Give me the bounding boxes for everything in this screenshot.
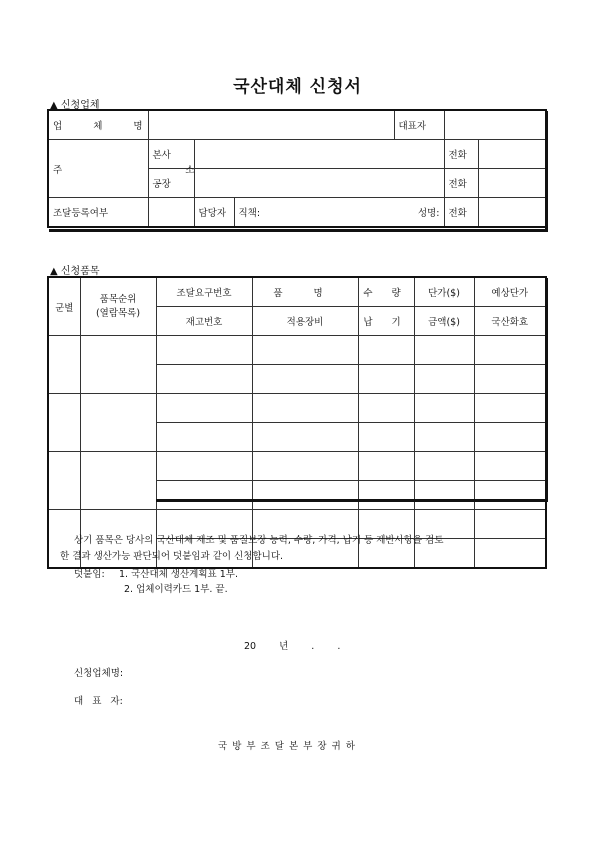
table-row	[48, 452, 546, 481]
hq-label: 본사	[148, 140, 194, 169]
cell-localization[interactable]	[474, 365, 546, 394]
attachment-label: 덧붙임:	[74, 569, 105, 580]
cell-applied-equipment[interactable]	[252, 481, 358, 510]
cell-quantity[interactable]	[358, 394, 414, 423]
cell-stock-no[interactable]	[156, 481, 252, 510]
cell-request-no[interactable]	[156, 394, 252, 423]
table-shadow	[49, 229, 548, 232]
priority-text: 품목순위	[99, 293, 137, 305]
attachment-item-2: 2. 업체이력카드 1부. 끝.	[124, 584, 228, 595]
cell-est-price[interactable]	[474, 336, 546, 365]
hq-phone-field[interactable]	[478, 140, 546, 169]
date-line: 20 년 . .	[244, 641, 341, 652]
cell-amount[interactable]	[414, 481, 474, 510]
paragraph-line-2: 한 결과 생산가능 판단되어 덧붙임과 같이 신청합니다.	[60, 551, 284, 562]
col-stock-no-header: 재고번호	[156, 307, 252, 336]
cell-delivery[interactable]	[358, 423, 414, 452]
priority-sub-text: (열람목록)	[95, 307, 141, 319]
col-localization-header: 국산화효	[474, 307, 546, 336]
col-category-header: 군별	[48, 277, 80, 336]
table-row	[48, 336, 546, 365]
factory-label: 공장	[148, 169, 194, 198]
recipient-line: 국 방 부 조 달 본 부 장 귀 하	[218, 741, 355, 752]
table-shadow	[545, 278, 548, 502]
cell-unit-price[interactable]	[414, 336, 474, 365]
cell-quantity[interactable]	[358, 452, 414, 481]
table-shadow	[545, 111, 548, 231]
cell-amount[interactable]	[414, 365, 474, 394]
table-shadow	[156, 499, 548, 502]
col-priority-header	[80, 277, 156, 336]
attachment-item-1: 1. 국산대체 생산계획표 1부.	[119, 569, 238, 580]
body-paragraph	[60, 533, 540, 565]
col-applied-equipment-header: 적용장비	[252, 307, 358, 336]
section-applicant-label: ▲ 신청업체	[50, 100, 100, 111]
factory-phone-field[interactable]	[478, 169, 546, 198]
cell-stock-no[interactable]	[156, 423, 252, 452]
cell-delivery[interactable]	[358, 481, 414, 510]
manager-phone-field[interactable]	[478, 198, 546, 228]
cell-unit-price[interactable]	[414, 394, 474, 423]
applicant-name-label: 신청업체명:	[74, 668, 124, 679]
cell-category[interactable]	[48, 394, 80, 452]
cell-applied-equipment[interactable]	[252, 365, 358, 394]
representative-label: 대표자	[394, 110, 444, 140]
cell-unit-price[interactable]	[414, 452, 474, 481]
cell-est-price[interactable]	[474, 394, 546, 423]
col-unit-price-header: 단가($)	[414, 277, 474, 307]
document-title: 국산대체 신청서	[233, 77, 362, 97]
registration-label: 조달등록여부	[48, 198, 148, 228]
company-name-field[interactable]	[148, 110, 394, 140]
cell-delivery[interactable]	[358, 365, 414, 394]
cell-priority[interactable]	[80, 452, 156, 510]
table-row	[48, 394, 546, 423]
cell-request-no[interactable]	[156, 452, 252, 481]
applicant-table	[47, 109, 547, 228]
cell-localization[interactable]	[474, 423, 546, 452]
representative-field[interactable]	[444, 110, 546, 140]
col-delivery-header: 납 기	[358, 307, 414, 336]
cell-priority[interactable]	[80, 394, 156, 452]
manager-field[interactable]	[234, 198, 444, 228]
cell-category[interactable]	[48, 336, 80, 394]
cell-applied-equipment[interactable]	[252, 423, 358, 452]
hq-phone-label: 전화	[444, 140, 478, 169]
col-est-price-header: 예상단가	[474, 277, 546, 307]
cell-item-name[interactable]	[252, 452, 358, 481]
address-label: 주 소	[48, 140, 148, 198]
cell-priority[interactable]	[80, 336, 156, 394]
company-name-label: 업 체 명	[48, 110, 148, 140]
name-label: 성명:	[417, 208, 440, 219]
cell-stock-no[interactable]	[156, 365, 252, 394]
factory-phone-label: 전화	[444, 169, 478, 198]
col-request-no-header: 조달요구번호	[156, 277, 252, 307]
items-table	[47, 276, 547, 569]
col-quantity-header: 수 량	[358, 277, 414, 307]
manager-label: 담당자	[194, 198, 234, 228]
section-items-label: ▲ 신청품목	[50, 266, 100, 277]
cell-amount[interactable]	[414, 423, 474, 452]
cell-est-price[interactable]	[474, 452, 546, 481]
cell-category[interactable]	[48, 452, 80, 510]
registration-field[interactable]	[148, 198, 194, 228]
cell-request-no[interactable]	[156, 336, 252, 365]
cell-localization[interactable]	[474, 481, 546, 510]
manager-phone-label: 전화	[444, 198, 478, 228]
col-item-name-header: 품 명	[252, 277, 358, 307]
representative-sign-label: 대 표 자:	[74, 696, 123, 707]
col-amount-header: 금액($)	[414, 307, 474, 336]
cell-item-name[interactable]	[252, 394, 358, 423]
cell-quantity[interactable]	[358, 336, 414, 365]
cell-item-name[interactable]	[252, 336, 358, 365]
position-label: 직책:	[238, 208, 261, 219]
paragraph-line-1: 상기 품목은 당사의 국산대체 제조 및 품질보장 능력, 수량, 가격, 납기 등 제반사항을 검토	[74, 535, 444, 546]
